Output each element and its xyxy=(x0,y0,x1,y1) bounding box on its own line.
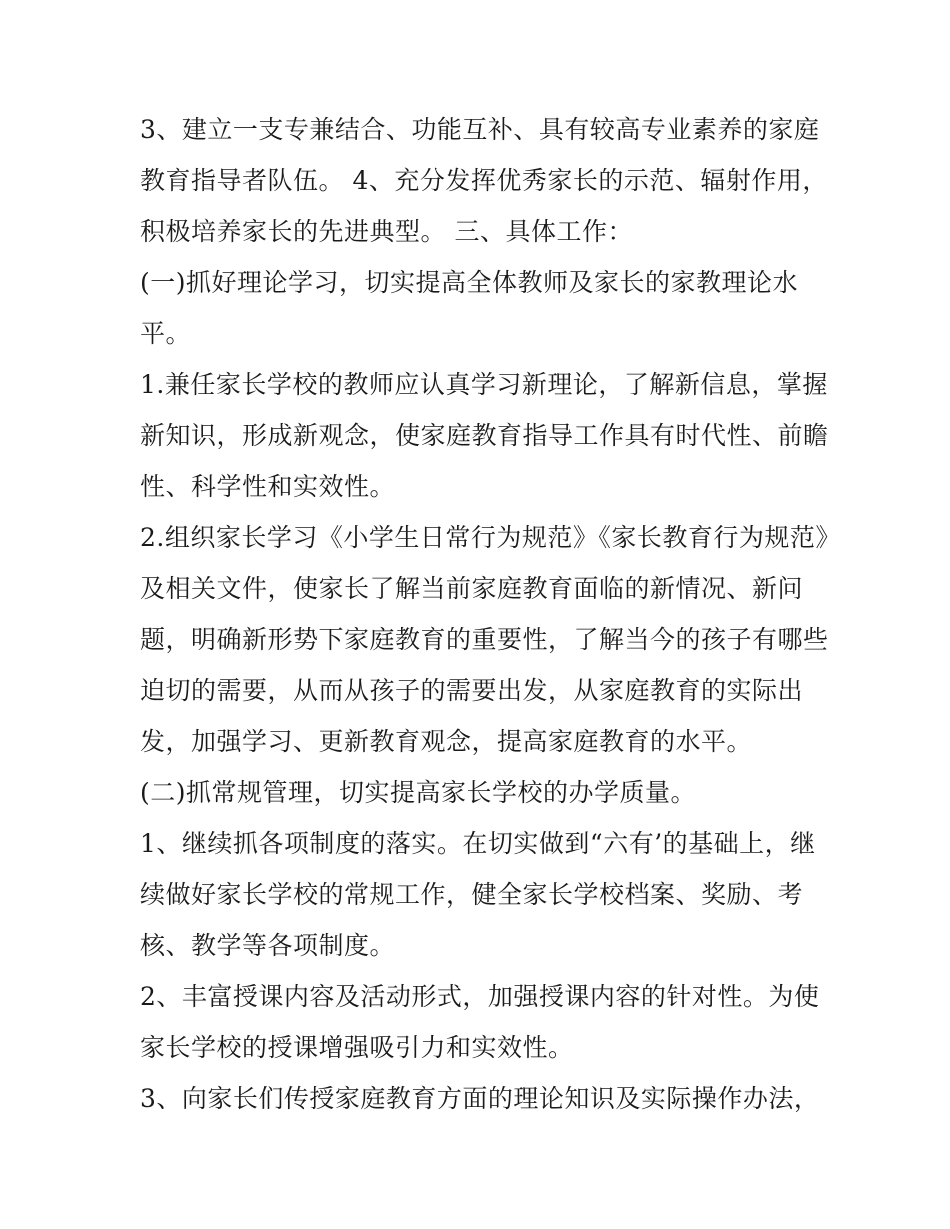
paragraph-item-2-1: 1、继续抓各项制度的落实。在切实做到“六有’的基础上，继续做好家长学校的常规工作，健全家长学校档案、奖励、考核、教学等各项制度。 xyxy=(140,829,816,960)
paragraph-item-2-2: 2、丰富授课内容及活动形式，加强授课内容的针对性。为使家长学校的授课增强吸引力和实效性。 xyxy=(140,982,820,1062)
paragraph-item-1-2: 2.组织家长学习《小学生日常行为规范》《家长教育行为规范》及相关文件，使家长了解当前家庭教育面临的新情况、新问题，明确新形势下家庭教育的重要性，了解当今的孩子有哪些迫切的需要，从而从孩子的需要出发，从家庭教育的实际出发，加强学习、更新教育观念，提高家庭教育的水平。 xyxy=(140,523,829,756)
paragraph-heading-1: (一)抓好理论学习，切实提高全体教师及家长的家教理论水平。 xyxy=(140,268,799,348)
document-body xyxy=(140,104,830,1124)
paragraph-goal-3-4-and-section-3: 3、建立一支专兼结合、功能互补、具有较高专业素养的家庭教育指导者队伍。 4、充分发挥优秀家长的示范、辐射作用，积极培养家长的先进典型。 三、具体工作： xyxy=(140,115,828,246)
paragraph-item-1-1: 1.兼任家长学校的教师应认真学习新理论，了解新信息，掌握新知识，形成新观念，使家庭教育指导工作具有时代性、前瞻性、科学性和实效性。 xyxy=(140,370,829,501)
paragraph-item-2-3: 3、向家长们传授家庭教育方面的理论知识及实际操作办法， xyxy=(140,1084,820,1113)
paragraph-heading-2: (二)抓常规管理，切实提高家长学校的办学质量。 xyxy=(140,778,697,807)
